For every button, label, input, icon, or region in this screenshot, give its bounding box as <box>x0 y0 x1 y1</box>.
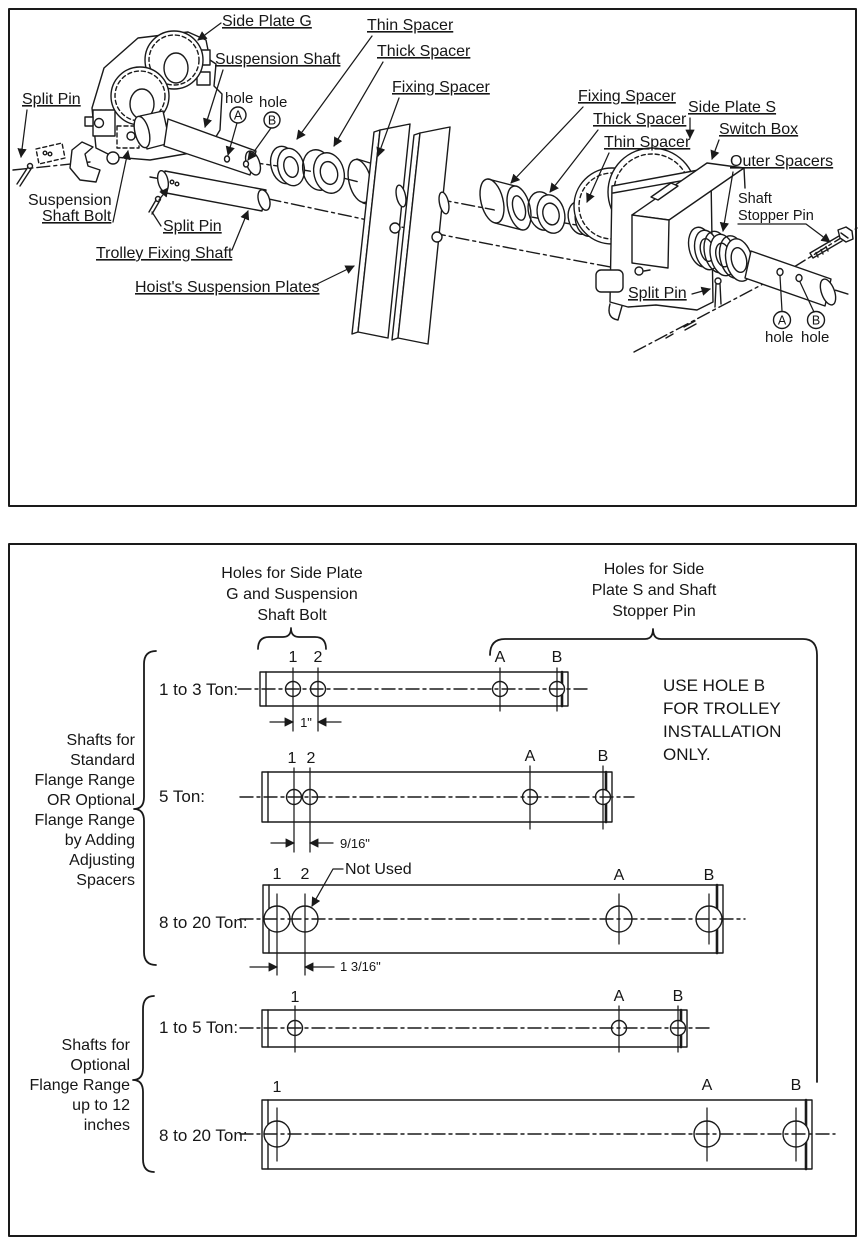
switch-box-right-edge <box>744 168 745 188</box>
group-optional-2: Optional <box>70 1057 130 1074</box>
row2-holeA-label: A <box>524 748 536 765</box>
shaft-hole-b <box>244 161 249 167</box>
group-optional-3: Flange Range <box>29 1077 130 1094</box>
suspension-shaft-bolt-head <box>127 132 135 140</box>
label-split-pin-center: Split Pin <box>163 218 222 235</box>
label-trolley-fixing-shaft: Trolley Fixing Shaft <box>96 245 233 262</box>
label-suspension-shaft: Suspension Shaft <box>215 51 341 68</box>
row5-holeA-label: A <box>701 1077 713 1094</box>
label-shaft-stopper-pin-1: Shaft <box>738 191 772 207</box>
label-outer-spacers: Outer Spacers <box>730 153 834 170</box>
clevis-pin <box>85 117 93 126</box>
circled-b-left-letter: B <box>267 113 277 128</box>
row3-holeA-label: A <box>613 867 625 884</box>
label-suspension-shaft-bolt-2: Shaft Bolt <box>42 208 112 225</box>
group-standard-2: Standard <box>70 752 135 769</box>
row4-label: 1 to 5 Ton: <box>159 1018 239 1037</box>
shaft-hole-chart-panel <box>9 544 856 1236</box>
label-split-pin-right: Split Pin <box>628 285 687 302</box>
row5-hole1-label: 1 <box>272 1079 282 1096</box>
group-standard-1: Shafts for <box>66 732 135 749</box>
row3-holeB-label: B <box>703 867 715 884</box>
group-standard-6: by Adding <box>64 832 135 849</box>
label-thick-spacer-right: Thick Spacer <box>593 111 687 128</box>
row1-holeA-label: A <box>494 649 506 666</box>
label-thick-spacer-left: Thick Spacer <box>377 43 471 60</box>
label-hole-a-left: hole <box>225 90 254 107</box>
label-thin-spacer-right: Thin Spacer <box>604 134 691 151</box>
row3-dim-text: 1 3/16" <box>340 959 381 974</box>
plate-s-hook <box>596 270 623 292</box>
row4-holeA-label: A <box>613 988 625 1005</box>
plate1-hole <box>390 223 400 233</box>
shaft-hole-a <box>225 156 230 162</box>
row5-label: 8 to 20 Ton: <box>159 1126 248 1145</box>
header-right-1: Holes for Side <box>603 561 705 578</box>
group-standard-4: OR Optional <box>46 792 135 809</box>
label-hole-b-left: hole <box>259 94 288 111</box>
note-line-4: ONLY. <box>663 745 711 764</box>
row5-holeB-label: B <box>790 1077 802 1094</box>
row1-dim-text: 1" <box>300 715 312 730</box>
clevis-hole <box>95 119 104 128</box>
label-hoists-suspension-plates: Hoist's Suspension Plates <box>135 279 320 296</box>
group-optional-5: inches <box>83 1117 130 1134</box>
exploded-parts-panel <box>9 9 857 506</box>
label-split-pin-left: Split Pin <box>22 91 81 108</box>
circled-a-right-letter: A <box>777 313 787 328</box>
row3-hole2-label: 2 <box>300 866 310 883</box>
plate2-hole <box>432 232 442 242</box>
header-left-3: Shaft Bolt <box>257 607 327 624</box>
header-right-3: Stopper Pin <box>612 603 696 620</box>
label-suspension-shaft-bolt-1: Suspension <box>28 192 112 209</box>
label-hole-b-right: hole <box>801 329 830 346</box>
row4-holeB-label: B <box>672 988 684 1005</box>
row2-hole1-label: 1 <box>287 750 297 767</box>
header-left-1: Holes for Side Plate <box>221 565 363 582</box>
row2-holeB-label: B <box>597 748 609 765</box>
header-left-2: G and Suspension <box>226 586 358 603</box>
row1-hole1-label: 1 <box>288 649 298 666</box>
row2-hole2-label: 2 <box>306 750 316 767</box>
note-line-1: USE HOLE B <box>663 676 766 695</box>
group-standard-5: Flange Range <box>34 812 135 829</box>
row2-dim-text: 9/16" <box>340 836 370 851</box>
note-line-2: FOR TROLLEY <box>663 699 781 718</box>
wheel-rear-bore <box>164 53 188 83</box>
group-standard-3: Flange Range <box>34 772 135 789</box>
label-shaft-stopper-pin-2: Stopper Pin <box>738 208 814 224</box>
plate-s-pin-tick <box>644 270 650 271</box>
header-right-2: Plate S and Shaft <box>591 582 717 599</box>
label-thin-spacer-left: Thin Spacer <box>367 17 454 34</box>
label-hole-a-right: hole <box>765 329 794 346</box>
note-line-3: INSTALLATION <box>663 722 782 741</box>
right-shaft-hole-a <box>777 269 783 276</box>
row1-hole2-label: 2 <box>313 649 323 666</box>
plate-s-pin-hole <box>635 267 643 275</box>
group-optional-4: up to 12 <box>72 1097 130 1114</box>
label-side-plate-g: Side Plate G <box>222 13 312 30</box>
row1-label: 1 to 3 Ton: <box>159 680 239 699</box>
label-fixing-spacer-left: Fixing Spacer <box>392 79 490 96</box>
label-switch-box: Switch Box <box>719 121 799 138</box>
group-standard-8: Spacers <box>76 872 135 889</box>
circled-a-left-letter: A <box>233 108 243 123</box>
group-standard-7: Adjusting <box>69 852 135 869</box>
row3-label: 8 to 20 Ton: <box>159 913 248 932</box>
row1-holeB-label: B <box>551 649 563 666</box>
label-side-plate-s: Side Plate S <box>688 99 777 116</box>
right-shaft-hole-b <box>796 275 802 282</box>
plate-hole <box>107 152 119 164</box>
row3-hole1-label: 1 <box>272 866 282 883</box>
row2-label: 5 Ton: <box>159 787 206 806</box>
circled-b-right-letter: B <box>811 313 821 328</box>
label-fixing-spacer-right: Fixing Spacer <box>578 88 676 105</box>
row3-not-used-label: Not Used <box>345 861 412 878</box>
switch-box-end <box>632 215 669 268</box>
group-optional-1: Shafts for <box>61 1037 130 1054</box>
row4-hole1-label: 1 <box>290 989 300 1006</box>
